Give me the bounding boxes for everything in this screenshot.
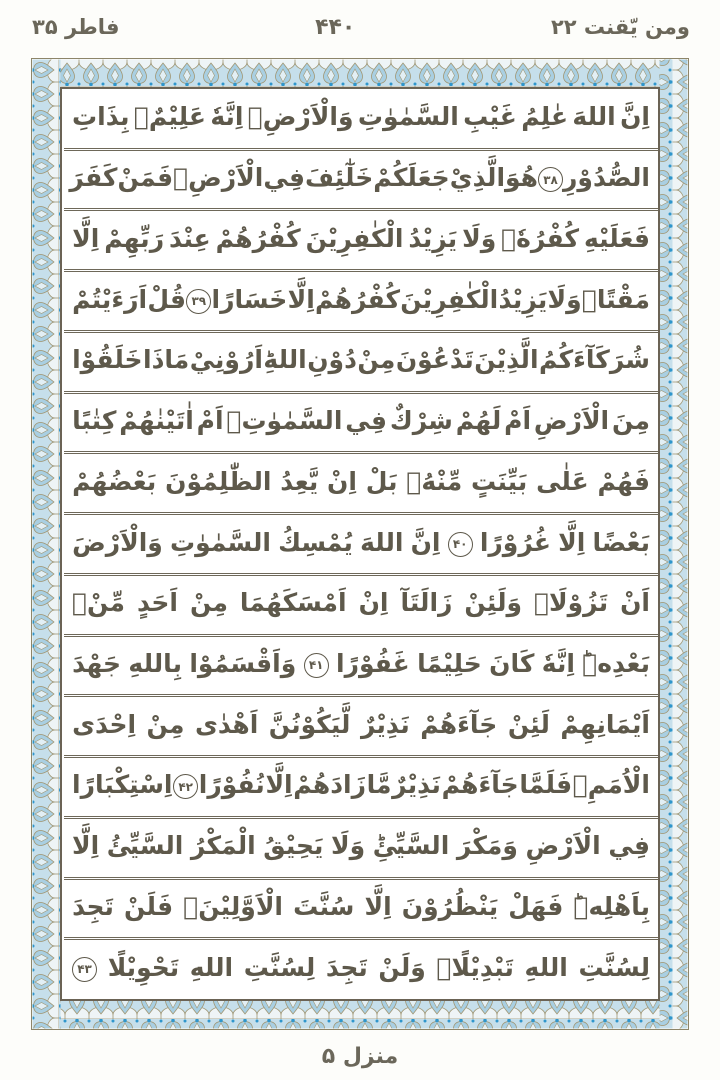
quran-word: اِنَّهٗ <box>541 648 575 678</box>
quran-word: مَّا <box>366 770 392 800</box>
quran-word: اٰتَيْنٰهُمْ <box>119 406 194 436</box>
quran-word: اِنَّ <box>620 102 650 132</box>
quran-word: اِنَّهٗ <box>210 102 244 132</box>
quran-word: مِنَ <box>612 406 650 436</box>
quran-text-area <box>64 90 658 998</box>
quran-word: كَانَ <box>489 648 535 678</box>
quran-word: بِذَاتِ <box>72 102 130 132</box>
quran-word: وَلَنْ <box>378 952 426 982</box>
quran-word: السَّيِّئُ <box>106 831 184 861</box>
quran-word: شِرْكٌ <box>389 406 453 436</box>
quran-word: يَحِيْقُ <box>263 831 324 861</box>
quran-word: وَلَا <box>547 284 582 314</box>
ayah-end-marker: ۳۸ <box>538 167 563 192</box>
quran-word: مَقْتًاۚ <box>581 284 650 314</box>
quran-word: مَاذَا <box>143 345 190 375</box>
quran-word: اَحَدٍ <box>136 588 178 618</box>
quran-word: فَهُمْ <box>597 466 650 496</box>
quran-word: الَّذِيْنَ <box>474 345 539 375</box>
ayah-end-marker: ۴۳ <box>72 957 97 982</box>
quran-word: اِلَّا <box>287 284 315 314</box>
quran-word: فَلَمَّا <box>519 770 573 800</box>
quran-line <box>64 880 658 941</box>
quran-word: اللهِ <box>189 952 234 982</box>
quran-word: سُنَّتَ <box>293 891 355 921</box>
quran-word: اَنْ <box>620 588 650 618</box>
quran-word: الْاَرْضِۚ <box>173 163 264 193</box>
quran-word: اِسْتِكْبَارًا <box>72 770 173 800</box>
quran-word: السَّمٰوٰتِۚ <box>226 406 343 436</box>
quran-word: مِنْ <box>146 709 185 739</box>
quran-word: اِلَّا <box>265 770 293 800</box>
quran-word: وَمَكْرَ <box>456 831 518 861</box>
quran-word: تَجِدَ <box>72 891 114 921</box>
quran-word: لَّيَكُوْنُنَّ <box>268 709 351 739</box>
quran-word: اَمْسَكَهُمَا <box>239 588 347 618</box>
quran-word: وَلَئِنْ <box>464 588 523 618</box>
quran-word: بَعْضُهُمْ <box>72 466 157 496</box>
quran-word: بَعْضًا <box>592 527 650 557</box>
quran-line <box>64 394 658 455</box>
quran-word: جَهْدَ <box>72 648 122 678</box>
quran-word: الْمَكْرُ <box>190 831 256 861</box>
quran-word: خَسَارًا <box>211 284 288 314</box>
quran-word: حَلِيْمًا <box>417 648 482 678</box>
quran-word: جَآءَهُمْ <box>420 709 498 739</box>
quran-word: مِّنْۢ <box>72 588 125 618</box>
quran-word: اَرَءَيْتُمْ <box>72 284 148 314</box>
quran-word: الْاَرْضِ <box>533 406 610 436</box>
quran-word: لَهُمْ <box>455 406 502 436</box>
quran-word: قُلْ <box>147 284 187 314</box>
quran-word: نَذِيْرٌ <box>392 770 441 800</box>
quran-word: بَلْ <box>365 466 398 496</box>
quran-word: زَادَهُمْ <box>293 770 366 800</box>
quran-word: جَآءَهُمْ <box>441 770 519 800</box>
ayah-end-marker: ۴۱ <box>304 653 329 678</box>
quran-word: اِلَّا <box>72 831 100 861</box>
quran-word: تَدْعُوْنَ <box>395 345 474 375</box>
quran-word: نَذِيْرٌ <box>360 709 410 739</box>
quran-word: تَحْوِيْلًا <box>107 952 180 982</box>
quran-word: الْاَوَّلِيْنَۚ <box>183 891 284 921</box>
quran-word: الْاُمَمِۚ <box>572 770 650 800</box>
quran-word: وَلَا <box>331 831 366 861</box>
quran-word: فَهَلْ <box>508 891 564 921</box>
page-header <box>32 6 690 48</box>
quran-line <box>64 272 658 333</box>
quran-word: اِحْدَى <box>72 709 137 739</box>
quran-word: تَزُوْلَاۚ <box>534 588 609 618</box>
quran-word: خَلٰٓئِفَ <box>305 163 374 193</box>
quran-word: اِلَّا <box>364 891 392 921</box>
page-number: ۴۴۰ <box>315 14 356 40</box>
quran-word: مِنْ <box>357 345 396 375</box>
quran-word: عَلٰى <box>536 466 589 496</box>
quran-word: اَرُوْنِيْ <box>189 345 263 375</box>
quran-word: اِنْ <box>358 588 389 618</box>
quran-word: وَلَا <box>462 223 497 253</box>
quran-word: وَالْاَرْضَ <box>72 527 163 557</box>
quran-word: الْكٰفِرِيْنَ <box>400 284 499 314</box>
quran-word: كَفَرَ <box>69 163 118 193</box>
quran-line <box>64 697 658 758</box>
quran-word: اَيْمَانِهِمْ <box>560 709 650 739</box>
quran-word: السَّمٰوٰتِ <box>169 527 271 557</box>
quran-word: اِنْ <box>327 466 357 496</box>
manzil-label: منزل ۵ <box>321 1043 399 1069</box>
quran-word: الصُّدُوْرِ <box>563 163 650 193</box>
quran-word: بَعْدِهٖؕ <box>582 648 650 678</box>
quran-word: يُمْسِكُ <box>278 527 353 557</box>
quran-word: فِي <box>608 831 650 861</box>
quran-word: غَيْبِ <box>463 102 517 132</box>
quran-word: زَالَتَآ <box>400 588 453 618</box>
quran-line <box>64 151 658 212</box>
quran-word: بِاللهِ <box>128 648 182 678</box>
quran-line <box>64 758 658 819</box>
quran-word: نُفُوْرًا <box>198 770 265 800</box>
quran-word: يَزِيْدُ <box>408 223 458 253</box>
quran-word: الْكٰفِرِيْنَ <box>305 223 404 253</box>
quran-word: دُوْنِ <box>307 345 357 375</box>
quran-word: بِاَهْلِهٖؕ <box>573 891 650 921</box>
quran-word: اِلَّا <box>72 223 100 253</box>
quran-word: جَعَلَكُمْ <box>373 163 450 193</box>
quran-word: الظّٰلِمُوْنَ <box>165 466 272 496</box>
quran-word: يَنْظُرُوْنَ <box>401 891 499 921</box>
quran-word: مِّنْهُۚ <box>406 466 463 496</box>
quran-word: اللهَ <box>572 102 616 132</box>
quran-word: اللهَ <box>360 527 404 557</box>
quran-word: غُرُوْرًا <box>479 527 551 557</box>
quran-word: رَبِّهِمْ <box>104 223 165 253</box>
quran-word: لِسُنَّتِ <box>243 952 316 982</box>
quran-word: لَئِنْ <box>507 709 550 739</box>
quran-word: فَعَلَيْهِ <box>583 223 650 253</box>
quran-word: تَجِدَ <box>325 952 368 982</box>
quran-word: وَاَقْسَمُوْا <box>189 648 297 678</box>
quran-word: كُفْرُهٗۚ <box>501 223 580 253</box>
quran-word: الْاَرْضِ <box>525 831 601 861</box>
quran-word: عَلِيْمٌۢ <box>133 102 206 132</box>
quran-line <box>64 211 658 272</box>
quran-word: اِنَّ <box>410 527 441 557</box>
quran-line <box>64 454 658 515</box>
quran-word: اللهِ <box>524 952 568 982</box>
quran-word: السَّيِّئِؕ <box>372 831 450 861</box>
quran-word: اِلَّا <box>558 527 586 557</box>
quran-word: السَّمٰوٰتِ <box>357 102 459 132</box>
quran-word: وَالْاَرْضِۚ <box>247 102 354 132</box>
quran-word: فِي <box>345 406 387 436</box>
quran-word: يَّعِدُ <box>280 466 319 496</box>
juz-label: ومن يّقنت ۲۲ <box>550 15 690 39</box>
quran-word: غَفُوْرًا <box>336 648 410 678</box>
ayah-end-marker: ۴۲ <box>173 774 198 799</box>
quran-word: فَمَنْ <box>117 163 174 193</box>
quran-word: كُفْرُهُمْ <box>215 223 301 253</box>
quran-word: اَهْدٰى <box>195 709 259 739</box>
page-footer <box>0 1036 720 1076</box>
quran-line <box>64 637 658 698</box>
quran-word: شُرَكَآءَكُمُ <box>539 345 650 375</box>
quran-line <box>64 940 658 998</box>
quran-word: اللهِؕ <box>263 345 307 375</box>
ayah-end-marker: ۴۰ <box>448 532 473 557</box>
quran-word: مِنْ <box>189 588 228 618</box>
quran-word: اَمْ <box>196 406 224 436</box>
ayah-end-marker: ۳۹ <box>186 289 211 314</box>
quran-word: كِتٰبًا <box>72 406 117 436</box>
quran-word: تَبْدِيْلًاۚ <box>436 952 514 982</box>
quran-line <box>64 576 658 637</box>
quran-word: فِي <box>263 163 306 193</box>
quran-word: كُفْرُهُمْ <box>315 284 401 314</box>
quran-word: عٰلِمُ <box>521 102 569 132</box>
quran-line <box>64 819 658 880</box>
quran-word: عِنْدَ <box>169 223 211 253</box>
quran-word: خَلَقُوْا <box>72 345 143 375</box>
quran-word: بَيِّنَتٍ <box>471 466 528 496</box>
quran-line <box>64 515 658 576</box>
quran-word: يَزِيْدُ <box>498 284 548 314</box>
quran-word: فَلَنْ <box>124 891 174 921</box>
quran-word: لِسُنَّتِ <box>578 952 650 982</box>
quran-word: هُوَالَّذِيْ <box>449 163 539 193</box>
quran-line <box>64 333 658 394</box>
quran-word: اَمْ <box>504 406 532 436</box>
quran-line <box>64 90 658 151</box>
surah-label: فاطر ۳۵ <box>32 15 120 39</box>
